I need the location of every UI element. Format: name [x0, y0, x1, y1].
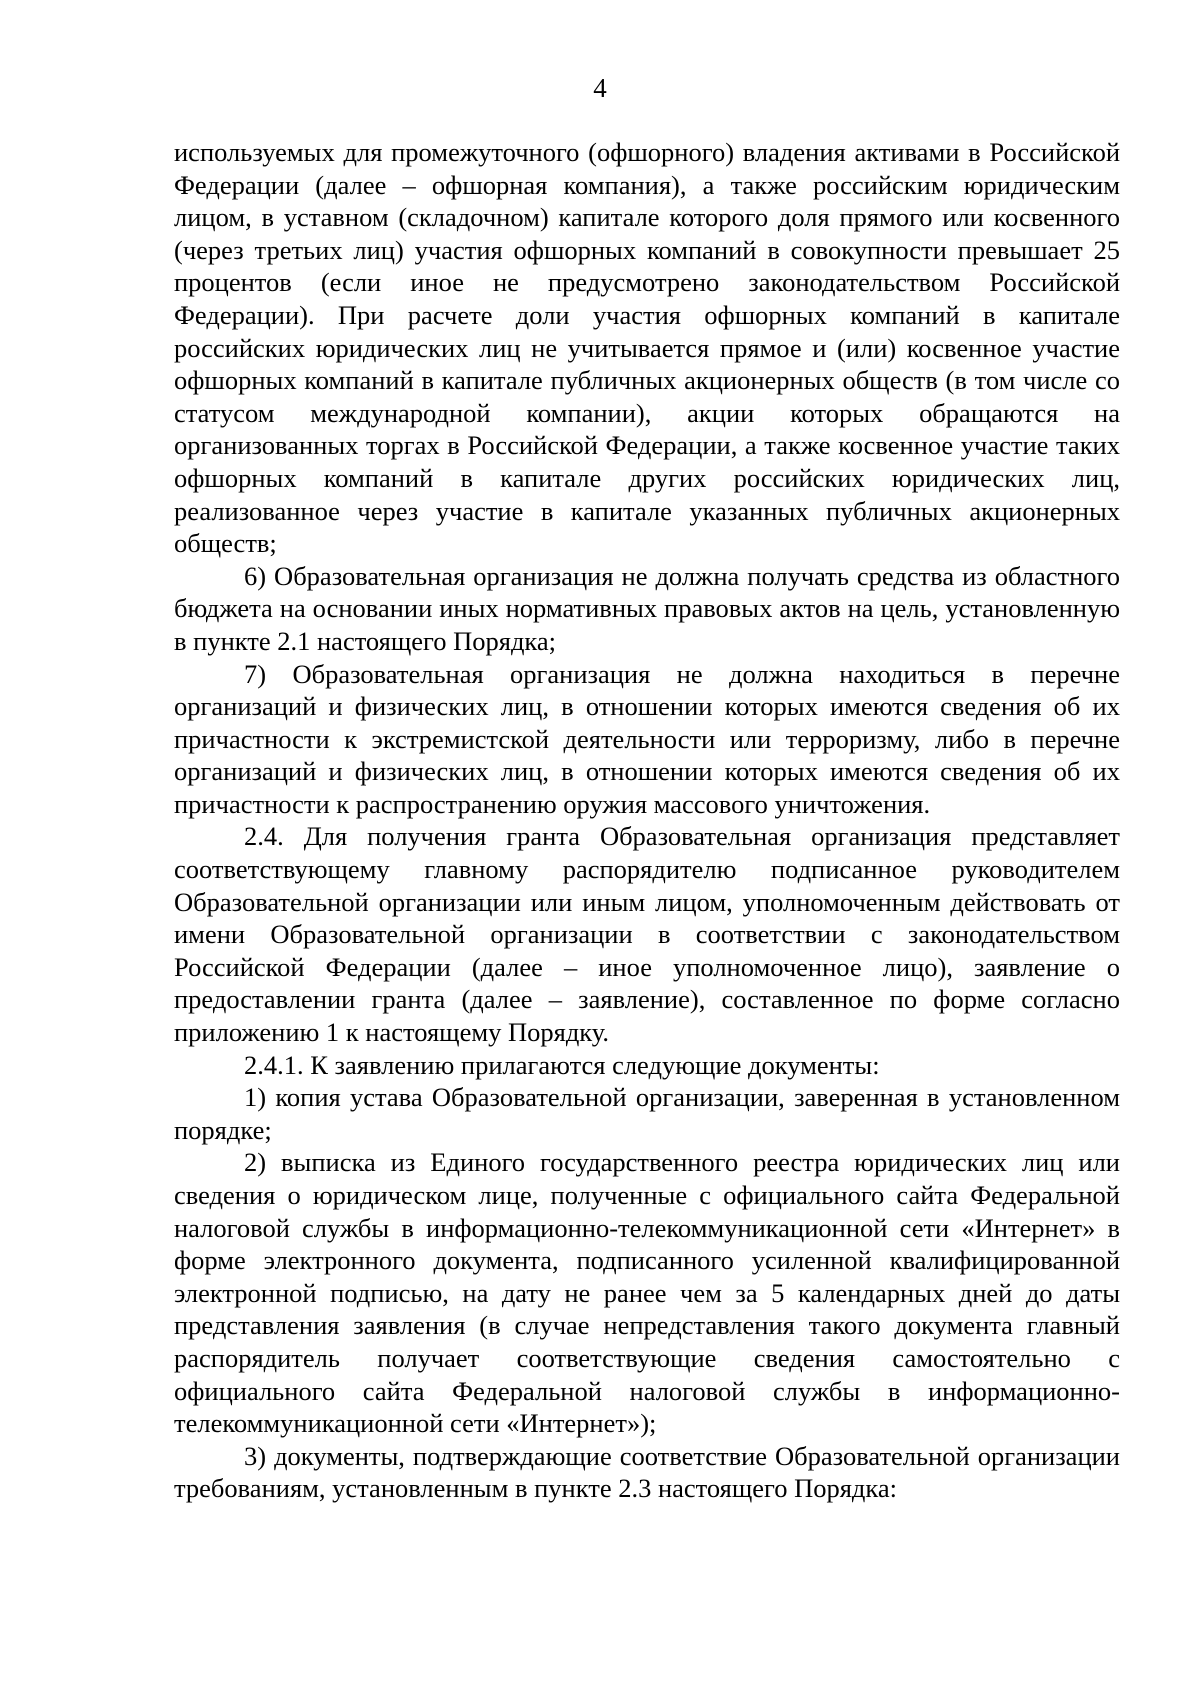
paragraph-item-6: 6) Образовательная организация не должна получать средства из областного бюджета на основании иных нормативных правовых актов на цель, установленную в пункте 2.1 настоящего Порядка;	[174, 560, 1120, 656]
document-body	[174, 136, 1120, 1505]
paragraph-doc-1: 1) копия устава Образовательной организации, заверенная в установленном порядке;	[174, 1082, 1120, 1145]
paragraph-doc-2: 2) выписка из Единого государственного реестра юридических лиц или сведения о юридическом лице, полученные с официального сайта Федеральной налоговой службы в информационно-телекоммуникационной сети «Интернет» в форме электронного документа, подписанного усиленной квалифицированной электронной подписью, на дату не ранее чем за 5 календарных дней до даты представления заявления (в случае непредставления такого документа главный распорядитель получает соответствующие сведения самостоятельно с официального сайта Федеральной налоговой службы в информационно-телекоммуникационной сети «Интернет»);	[174, 1147, 1120, 1439]
page-number: 4	[593, 73, 607, 103]
paragraph-2-4-1: 2.4.1. К заявлению прилагаются следующие документы:	[244, 1049, 880, 1080]
paragraph-item-7: 7) Образовательная организация не должна находиться в перечне организаций и физических лиц, в отношении которых имеются сведения об их причастности к экстремистской деятельности или терроризму, либо в перечне организаций и физических лиц, в отношении которых имеются сведения об их причастности к распространению оружия массового уничтожения.	[174, 658, 1120, 819]
paragraph-doc-3: 3) документы, подтверждающие соответствие Образовательной организации требованиям, установленным в пункте 2.3 настоящего Порядка:	[174, 1440, 1120, 1504]
paragraph-2-4: 2.4. Для получения гранта Образовательная организация представляет соответствующему главному распорядителю подписанное руководителем Образовательной организации или иным лицом, уполномоченным действовать от имени Образовательной организации в соответствии с законодательством Российской Федерации (далее – иное уполномоченное лицо), заявление о предоставлении гранта (далее – заявление), составленное по форме согласно приложению 1 к настоящему Порядку.	[174, 821, 1120, 1048]
paragraph-offshore-continuation: используемых для промежуточного (офшорного) владения активами в Российской Федерации (далее – офшорная компания), а также российским юридическим лицом, в уставном (складочном) капитале которого доля прямого или косвенного (через третьих лиц) участия офшорных компаний в совокупности превышает 25 процентов (если иное не предусмотрено законодательством Российской Федерации). При расчете доли участия офшорных компаний в капитале российских юридических лиц не учитывается прямое и (или) косвенное участие офшорных компаний в капитале публичных акционерных обществ (в том числе со статусом международной компании), акции которых обращаются на организованных торгах в Российской Федерации, а также косвенное участие таких офшорных компаний в капитале других российских юридических лиц, реализованное через участие в капитале указанных публичных акционерных обществ;	[174, 137, 1120, 559]
